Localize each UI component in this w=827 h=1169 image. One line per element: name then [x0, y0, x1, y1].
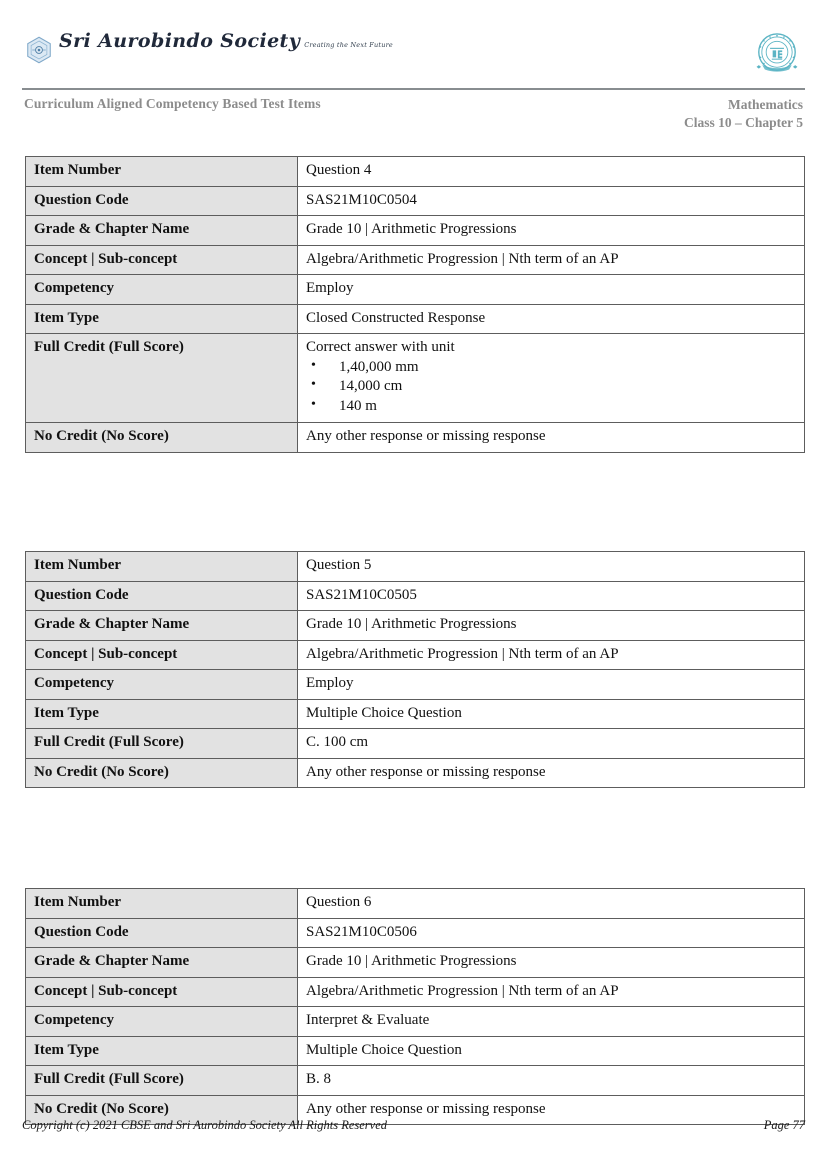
- row-value-competency: Employ: [298, 275, 805, 305]
- row-value-item-type: Multiple Choice Question: [298, 1036, 805, 1066]
- table-row: [26, 758, 805, 788]
- header-class-chapter: Class 10 – Chapter 5: [683, 114, 803, 130]
- org-name: Sri Aurobindo Society: [59, 30, 301, 52]
- table-row: [26, 729, 805, 759]
- row-label-item-type: Item Type: [26, 304, 298, 334]
- item-table-question-6: [25, 888, 805, 1125]
- table-row: [26, 699, 805, 729]
- table-row: [26, 304, 805, 334]
- copyright-text: Copyright (c) 2021 CBSE and Sri Aurobindo Society All Rights Reserved: [22, 1118, 387, 1132]
- list-item: • 140 m: [306, 397, 796, 417]
- row-label-no-credit: No Credit (No Score): [26, 1095, 298, 1125]
- table-row: [26, 918, 805, 948]
- page-footer: [22, 1118, 805, 1133]
- row-value-no-credit: Any other response or missing response: [298, 423, 805, 453]
- row-value-full-credit: C. 100 cm: [298, 729, 805, 759]
- row-value-item-type: Closed Constructed Response: [298, 304, 805, 334]
- row-label-item-number: Item Number: [26, 552, 298, 582]
- row-label-competency: Competency: [26, 670, 298, 700]
- page-number: Page 77: [763, 1118, 805, 1132]
- table-row: [26, 1007, 805, 1037]
- table-row: [26, 640, 805, 670]
- row-label-competency: Competency: [26, 275, 298, 305]
- full-credit-bullet-list: [306, 358, 796, 418]
- row-value-question-code: SAS21M10C0505: [298, 581, 805, 611]
- row-value-full-credit: B. 8: [298, 1066, 805, 1096]
- cbse-circular-seal-icon: [751, 27, 803, 79]
- table-row: [26, 157, 805, 187]
- row-label-concept: Concept | Sub-concept: [26, 245, 298, 275]
- row-label-item-type: Item Type: [26, 1036, 298, 1066]
- table-row: [26, 670, 805, 700]
- row-label-item-number: Item Number: [26, 889, 298, 919]
- header-divider: [22, 88, 805, 90]
- item-table-question-4: [25, 156, 805, 453]
- row-label-question-code: Question Code: [26, 918, 298, 948]
- row-label-no-credit: No Credit (No Score): [26, 423, 298, 453]
- row-value-question-code: SAS21M10C0504: [298, 186, 805, 216]
- row-label-grade-chapter: Grade & Chapter Name: [26, 611, 298, 641]
- row-value-item-number: Question 6: [298, 889, 805, 919]
- row-value-grade-chapter: Grade 10 | Arithmetic Progressions: [298, 216, 805, 246]
- full-credit-intro: Correct answer with unit: [306, 339, 455, 355]
- row-label-grade-chapter: Grade & Chapter Name: [26, 948, 298, 978]
- table-row: [26, 889, 805, 919]
- row-label-item-type: Item Type: [26, 699, 298, 729]
- table-row: [26, 948, 805, 978]
- table-row: [26, 1066, 805, 1096]
- cbse-logo: [751, 27, 803, 79]
- header-subject-block: [684, 96, 803, 132]
- row-label-question-code: Question Code: [26, 186, 298, 216]
- table-row: [26, 216, 805, 246]
- table-row: [26, 552, 805, 582]
- table-row: [26, 581, 805, 611]
- row-value-item-type: Multiple Choice Question: [298, 699, 805, 729]
- row-label-no-credit: No Credit (No Score): [26, 758, 298, 788]
- row-label-full-credit: Full Credit (Full Score): [26, 1066, 298, 1096]
- row-value-full-credit: [298, 334, 805, 423]
- row-label-competency: Competency: [26, 1007, 298, 1037]
- row-value-no-credit: Any other response or missing response: [298, 758, 805, 788]
- table-row: [26, 186, 805, 216]
- item-table-question-5: [25, 551, 805, 788]
- row-label-question-code: Question Code: [26, 581, 298, 611]
- row-value-no-credit: Any other response or missing response: [298, 1095, 805, 1125]
- row-value-competency: Employ: [298, 670, 805, 700]
- list-item: • 1,40,000 mm: [306, 358, 796, 378]
- row-value-concept: Algebra/Arithmetic Progression | Nth term of an AP: [298, 245, 805, 275]
- table-row: [26, 423, 805, 453]
- table-row: [26, 334, 805, 423]
- row-value-item-number: Question 4: [298, 157, 805, 187]
- row-label-concept: Concept | Sub-concept: [26, 640, 298, 670]
- table-row: [26, 275, 805, 305]
- table-row: [26, 977, 805, 1007]
- row-label-item-number: Item Number: [26, 157, 298, 187]
- page-title: Curriculum Aligned Competency Based Test Items: [24, 96, 321, 111]
- row-label-full-credit: Full Credit (Full Score): [26, 729, 298, 759]
- row-value-grade-chapter: Grade 10 | Arithmetic Progressions: [298, 611, 805, 641]
- row-label-concept: Concept | Sub-concept: [26, 977, 298, 1007]
- row-value-question-code: SAS21M10C0506: [298, 918, 805, 948]
- sri-aurobindo-society-logo: [24, 30, 399, 65]
- row-value-concept: Algebra/Arithmetic Progression | Nth term of an AP: [298, 640, 805, 670]
- row-value-concept: Algebra/Arithmetic Progression | Nth term of an AP: [298, 977, 805, 1007]
- sri-aurobindo-society-wordmark: [59, 32, 399, 52]
- table-row: [26, 245, 805, 275]
- table-row: [26, 611, 805, 641]
- org-tagline: Creating the Next Future: [304, 41, 393, 49]
- sri-aurobindo-society-hexagon-emblem-icon: [24, 35, 54, 65]
- row-value-grade-chapter: Grade 10 | Arithmetic Progressions: [298, 948, 805, 978]
- table-row: [26, 1036, 805, 1066]
- row-value-item-number: Question 5: [298, 552, 805, 582]
- row-label-grade-chapter: Grade & Chapter Name: [26, 216, 298, 246]
- row-label-full-credit: Full Credit (Full Score): [26, 334, 298, 423]
- row-value-competency: Interpret & Evaluate: [298, 1007, 805, 1037]
- page-header: [0, 0, 827, 140]
- list-item: • 14,000 cm: [306, 377, 796, 397]
- header-subject: Mathematics: [728, 97, 803, 112]
